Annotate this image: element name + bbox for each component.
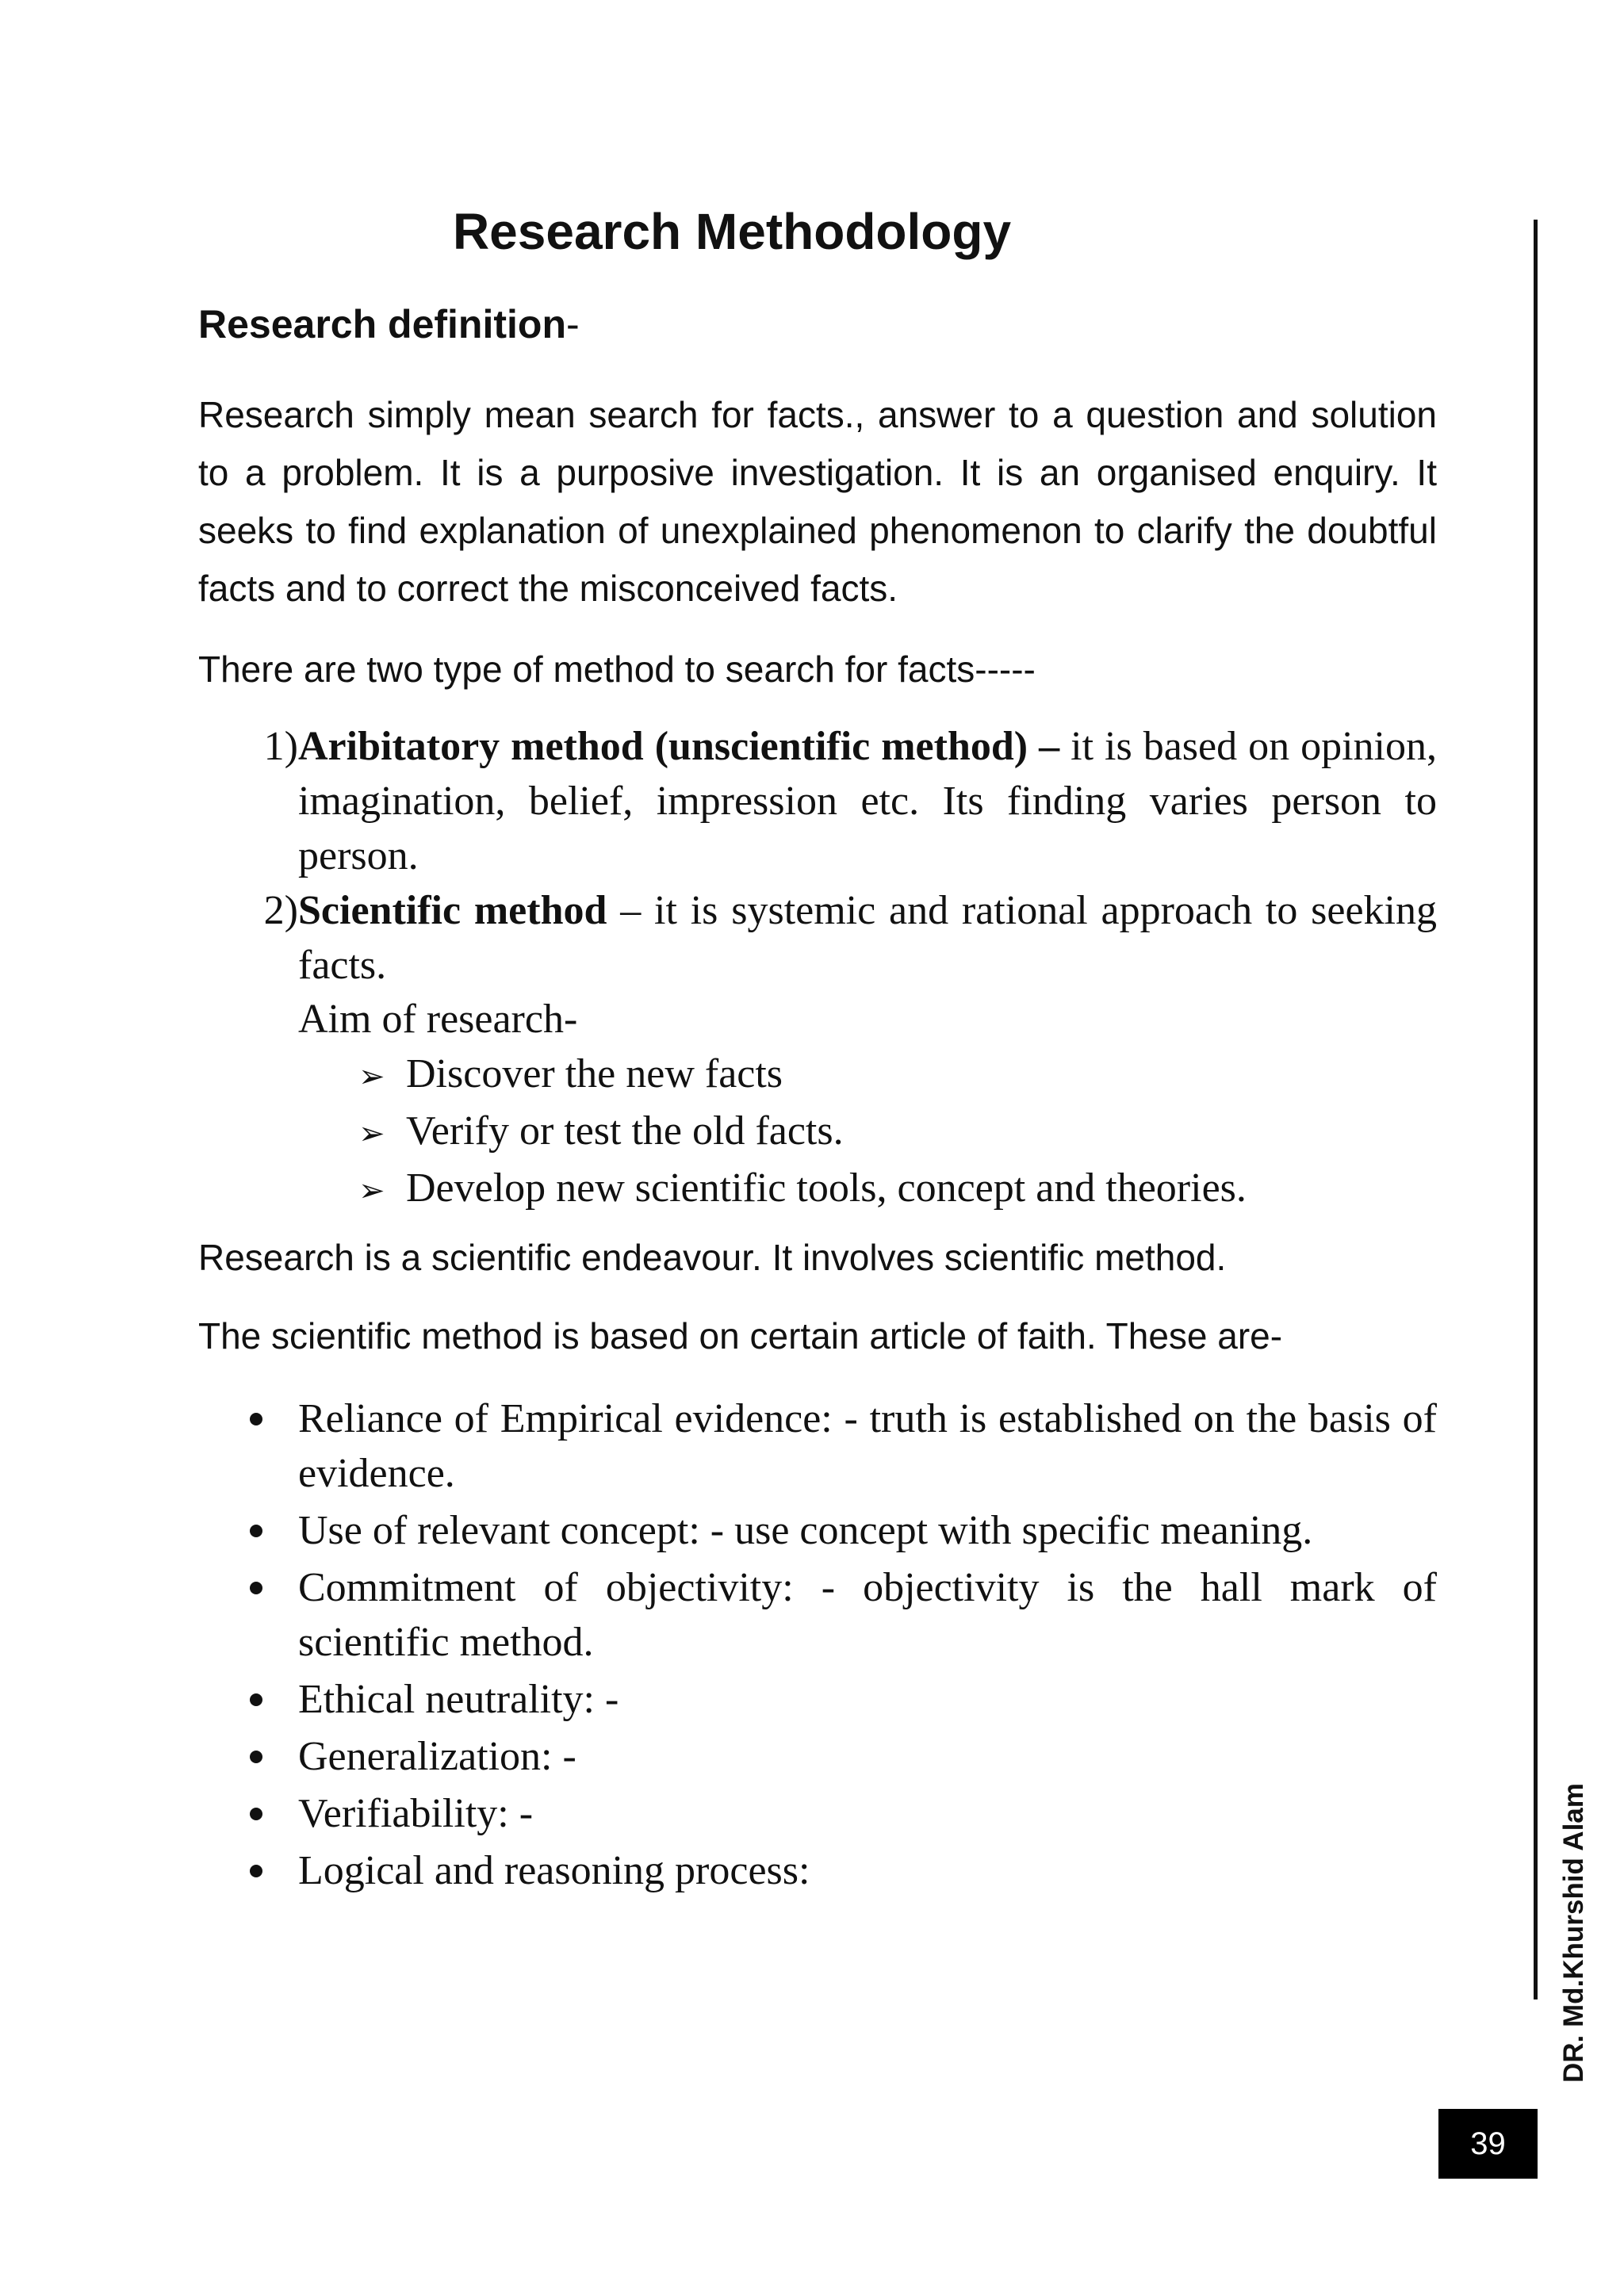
aim-label: Aim of research- — [298, 997, 578, 1042]
faith-intro-paragraph: The scientific method is based on certain article of faith. These are- — [198, 1315, 1283, 1357]
page-number: 39 — [1438, 2109, 1538, 2179]
arrow-bullet-icon: ➢ — [358, 1058, 385, 1094]
list-item — [198, 1503, 1437, 1558]
method-name: Aribitatory method (unscientific method) – — [298, 724, 1060, 769]
faith-text: Ethical neutrality: - — [298, 1677, 619, 1722]
list-item — [198, 883, 1437, 993]
list-item — [198, 1729, 1437, 1784]
list-item — [198, 719, 1437, 883]
bullet-icon — [198, 1391, 298, 1501]
list-item — [358, 1104, 1247, 1161]
author-name: DR. Md.Khurshid Alam — [1558, 1783, 1589, 2083]
faith-list — [198, 1391, 1437, 1900]
list-item — [358, 1161, 1247, 1218]
endeavour-paragraph: Research is a scientific endeavour. It involves scientific method. — [198, 1237, 1227, 1278]
bullet-icon — [198, 1503, 298, 1558]
list-number: 1) — [263, 724, 298, 769]
method-name: Scientific method — [298, 888, 607, 933]
list-item — [198, 1560, 1437, 1670]
aim-text: Verify or test the old facts. — [406, 1108, 844, 1154]
faith-text: Logical and reasoning process: — [298, 1848, 810, 1893]
faith-text: Use of relevant concept: - use concept with specific meaning. — [298, 1508, 1313, 1553]
definition-paragraph: Research simply mean search for facts., answer to a question and solution to a problem. It is a purposive investigation. It is an organised enquiry. It seeks to find explanation of unexplained phenomenon to clarify the doubtful facts and to correct the misconceived facts. — [198, 394, 1437, 609]
faith-text: Reliance of Empirical evidence: - truth is established on the basis of evidence. — [298, 1396, 1437, 1496]
bullet-icon — [198, 1843, 298, 1898]
method-description: – it is systemic and rational approach to seeking facts. — [298, 888, 1437, 988]
aim-list — [358, 1047, 1247, 1218]
list-item — [198, 1391, 1437, 1501]
faith-text: Commitment of objectivity: - objectivity is the hall mark of scientific method. — [298, 1565, 1437, 1665]
list-item — [198, 1843, 1437, 1898]
aim-text: Develop new scientific tools, concept and theories. — [406, 1165, 1247, 1211]
bullet-icon — [198, 1560, 298, 1670]
method-types-intro: There are two type of method to search for facts----- — [198, 649, 1036, 690]
aim-text: Discover the new facts — [406, 1051, 783, 1096]
list-item — [198, 1786, 1437, 1841]
section-heading-text: Research definition — [198, 302, 566, 346]
list-item — [358, 1047, 1247, 1104]
margin-rule — [1534, 220, 1538, 1999]
arrow-bullet-icon: ➢ — [358, 1173, 385, 1208]
bullet-icon — [198, 1672, 298, 1727]
section-heading — [198, 301, 580, 347]
page-title: Research Methodology — [452, 203, 1012, 260]
bullet-icon — [198, 1729, 298, 1784]
section-heading-suffix: - — [566, 302, 580, 346]
method-list — [198, 719, 1437, 993]
faith-text: Verifiability: - — [298, 1791, 534, 1836]
list-item-body — [298, 719, 1437, 883]
arrow-bullet-icon: ➢ — [358, 1115, 385, 1151]
list-item — [198, 1672, 1437, 1727]
faith-text: Generalization: - — [298, 1734, 576, 1779]
method-description: it is based on opinion, imagination, belief, impression etc. Its finding varies person to person. — [298, 724, 1438, 878]
list-number: 2) — [263, 888, 298, 933]
list-item-body — [298, 883, 1437, 993]
bullet-icon — [198, 1786, 298, 1841]
